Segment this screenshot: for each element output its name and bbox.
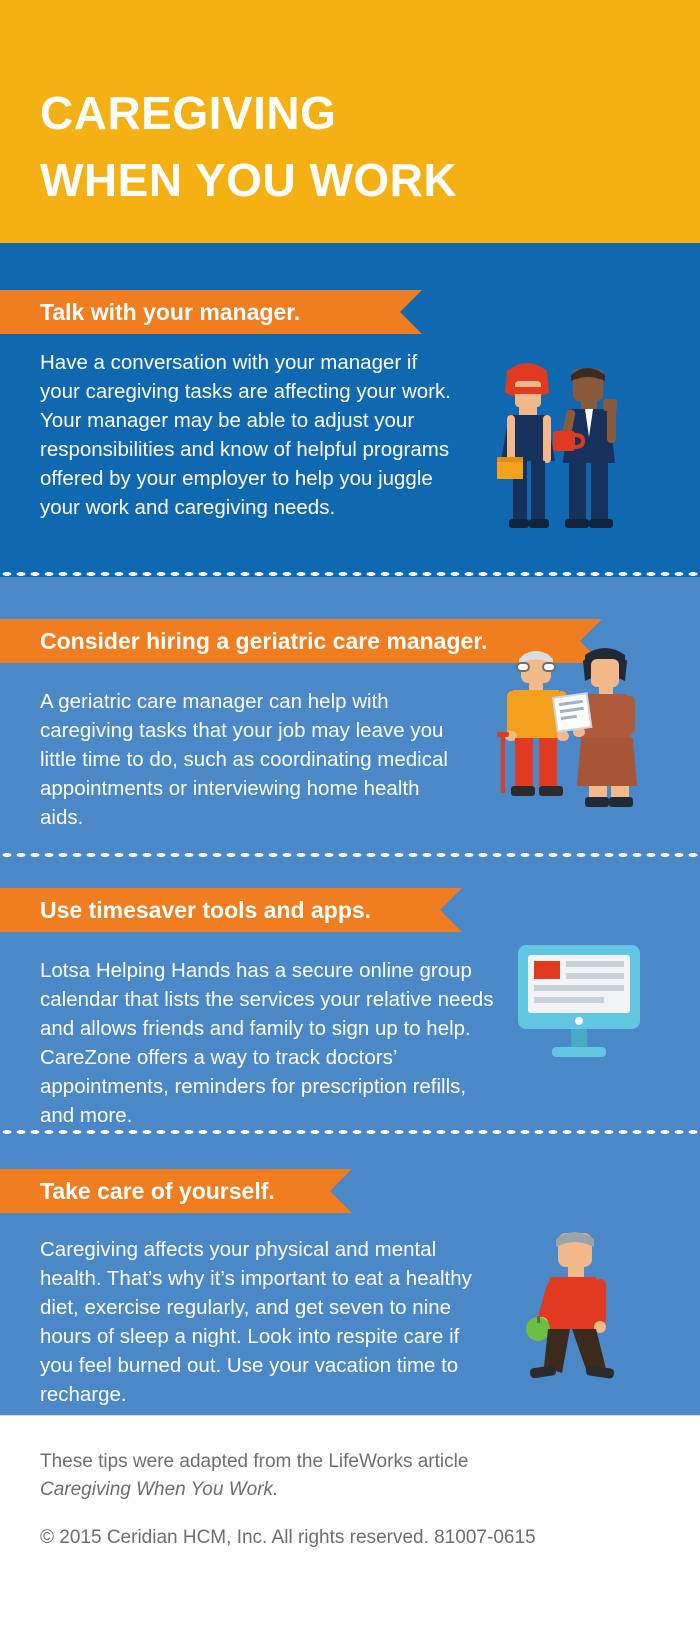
section-body-2: A geriatric care manager can help with caregiving tasks that your job may leave you little time to do, such as coordinating medical appointments or interviewing home health aids. (40, 690, 448, 829)
section-heading-4: Take care of yourself. (0, 1169, 330, 1213)
section-talk-with-your-manager (0, 243, 700, 577)
section-timesaver-tools (0, 858, 700, 1135)
section-body-4: Caregiving affects your physical and mental health. That’s why it’s important to eat a healthy diet, exercise regularly, and get seven to nine hours of sleep a night. Look into respite care if you feel burned out. Use your vacation time to recharge. (40, 1238, 472, 1406)
section-heading-2: Consider hiring a geriatric care manager. (0, 619, 580, 663)
section-heading-1: Talk with your manager. (0, 290, 400, 334)
section-body-1: Have a conversation with your manager if your caregiving tasks are affecting your work. Your manager may be able to adjust your responsibilities and know of helpful programs offered by your employer to help you juggle your work and caregiving needs. (40, 351, 451, 519)
section-heading-3: Use timesaver tools and apps. (0, 888, 440, 932)
desktop-computer-illustration (516, 943, 642, 1066)
two-coworkers-illustration (485, 353, 645, 558)
section-take-care-of-yourself (0, 1135, 700, 1415)
header-banner (0, 0, 700, 243)
footer-article-title: Caregiving When You Work. (40, 1479, 279, 1500)
footer-divider (0, 1415, 700, 1416)
page-title-line-1: CAREGIVING (40, 87, 337, 139)
footer (0, 1415, 700, 1650)
walking-person-with-apple-illustration (520, 1225, 640, 1400)
section-body-3: Lotsa Helping Hands has a secure online group calendar that lists the services your relative needs and allows friends and family to sign up to help. CareZone offers a way to track doctors’ appointments, reminders for prescription refills, and more. (40, 959, 494, 1127)
footer-source-text: These tips were adapted from the LifeWorks article (40, 1451, 469, 1472)
page-title (40, 80, 640, 213)
footer-copyright: © 2015 Ceridian HCM, Inc. All rights reserved. 81007-0615 (40, 1527, 536, 1548)
page-title-line-2: WHEN YOU WORK (40, 153, 458, 206)
elderly-man-and-caregiver-illustration (497, 639, 652, 824)
section-geriatric-care-manager (0, 577, 700, 858)
